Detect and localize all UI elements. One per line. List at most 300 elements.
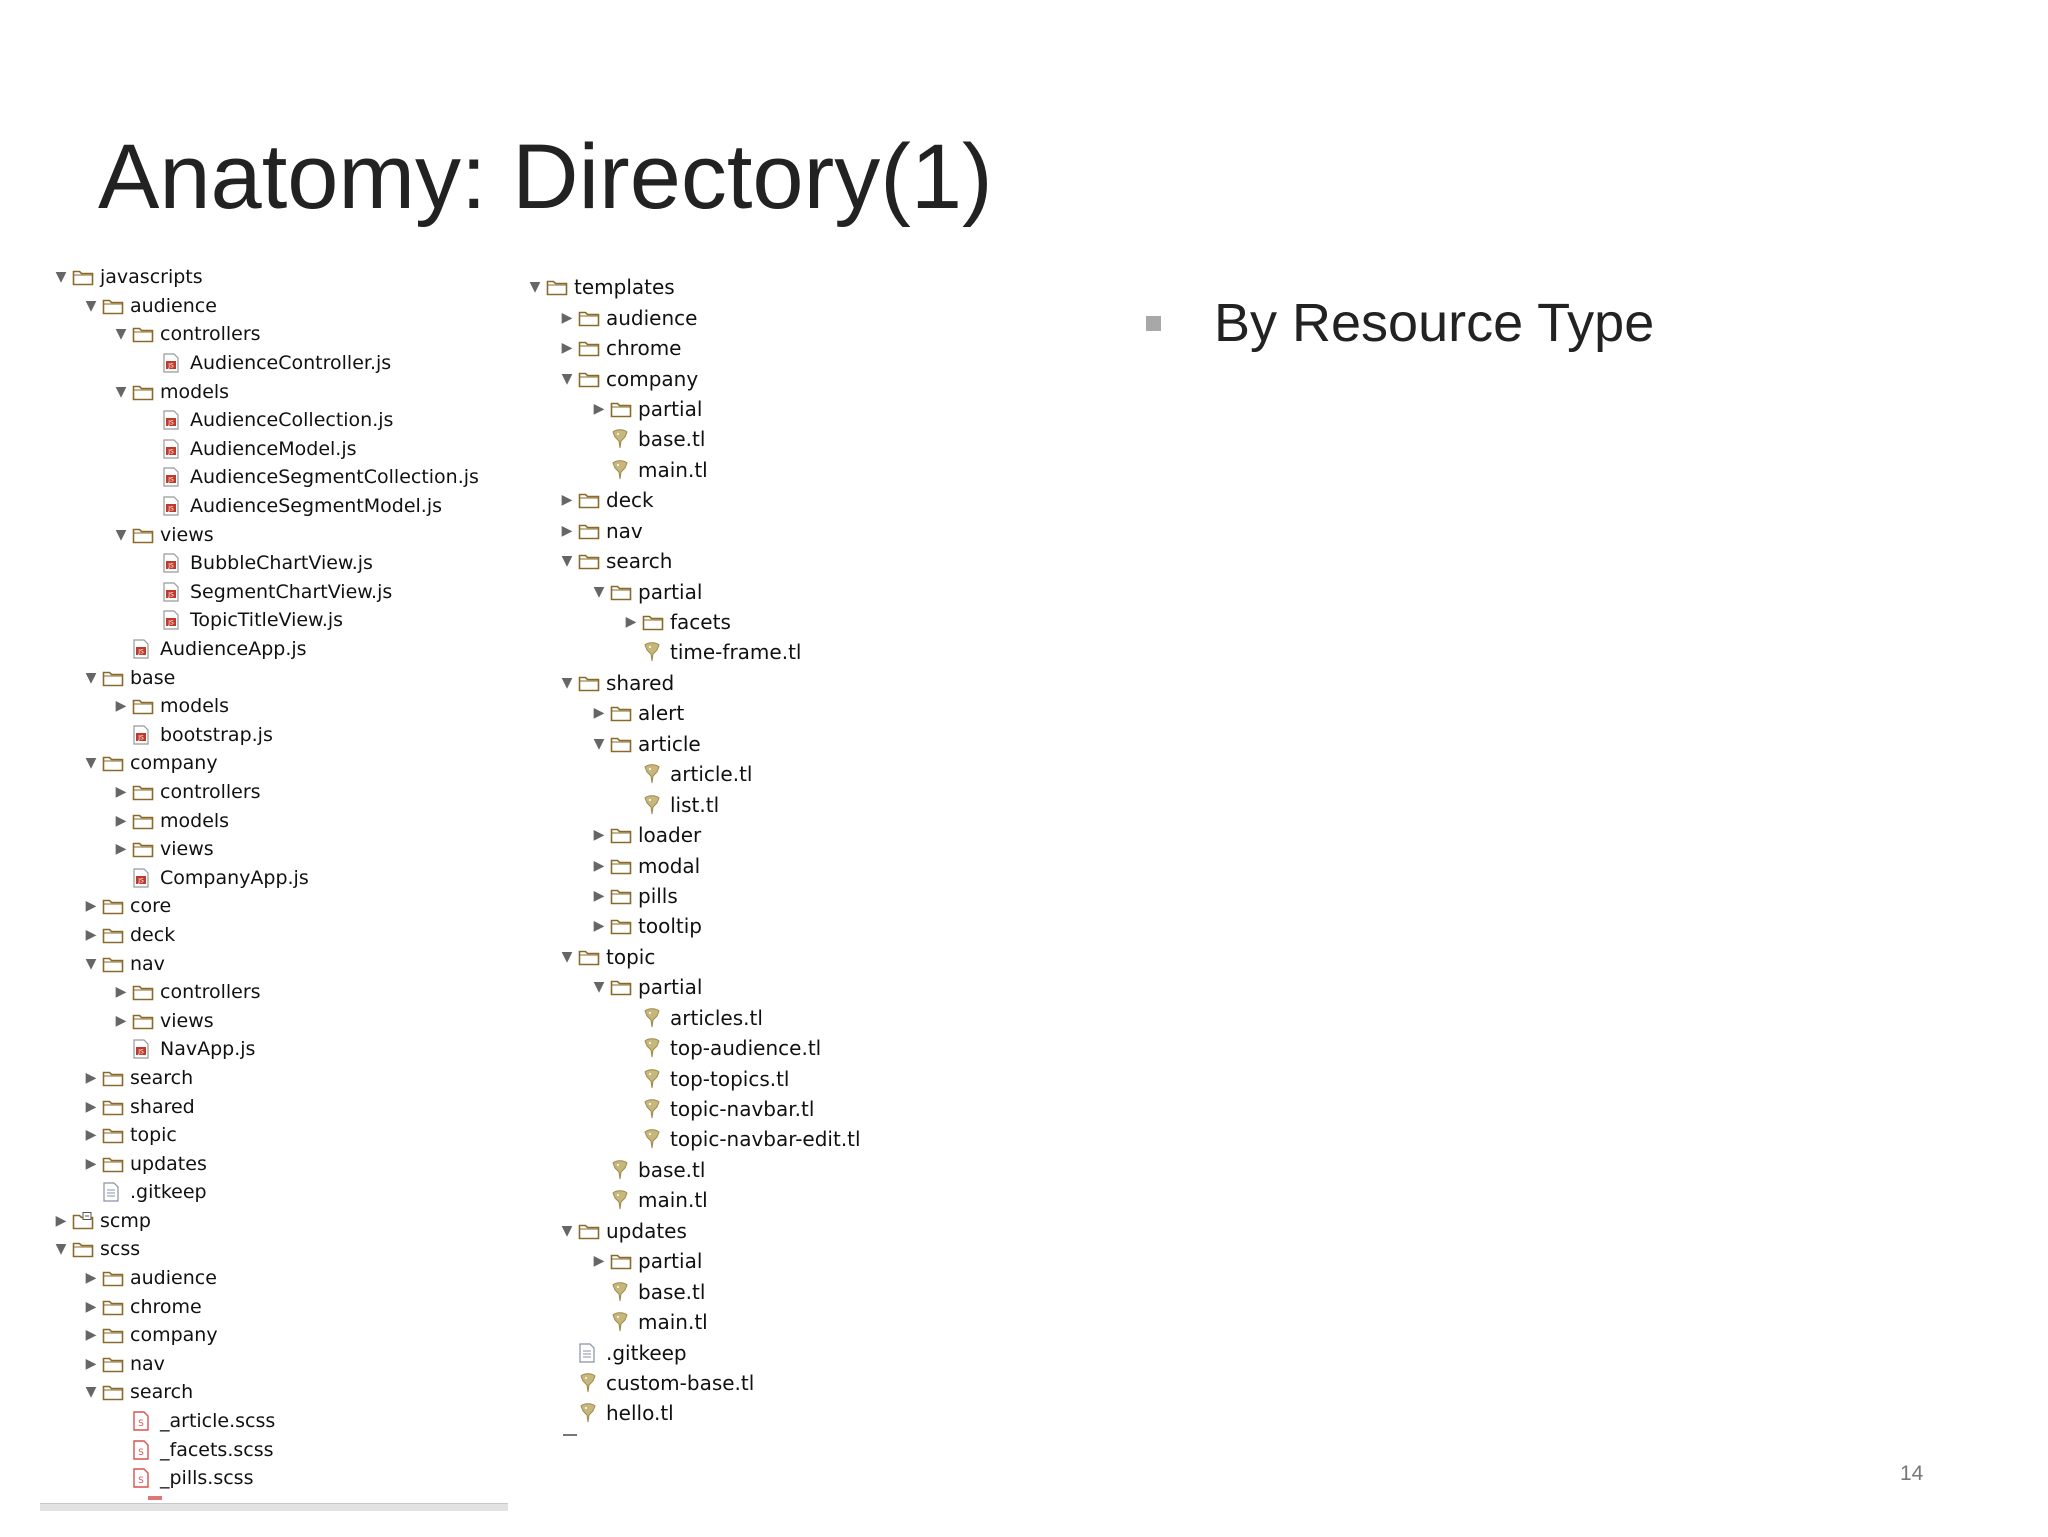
tree-item-label: _facets.scss xyxy=(160,1438,274,1461)
tree-file-item[interactable] xyxy=(50,721,479,750)
folder-icon xyxy=(132,840,158,858)
folder-icon xyxy=(102,926,128,944)
tree-item-label: partial xyxy=(638,975,703,1000)
tree-file-item[interactable] xyxy=(524,1155,861,1185)
tree-folder-item[interactable] xyxy=(50,1264,479,1293)
tree-folder-item[interactable] xyxy=(524,1216,861,1246)
folder-icon xyxy=(610,1252,636,1270)
chevron-right-icon[interactable]: ▶ xyxy=(115,984,127,1001)
folder-icon xyxy=(102,1155,128,1173)
tree-item-label: AudienceCollection.js xyxy=(190,409,394,432)
tree-item-label: views xyxy=(160,1009,214,1032)
chevron-down-icon[interactable]: ▼ xyxy=(55,269,67,286)
tree-folder-item[interactable] xyxy=(524,516,861,546)
chevron-down-icon[interactable]: ▼ xyxy=(55,1241,67,1258)
chevron-down-icon[interactable]: ▼ xyxy=(85,297,97,314)
folder-icon xyxy=(102,1326,128,1344)
folder-icon xyxy=(610,917,636,935)
folder-icon xyxy=(102,1069,128,1087)
svg-text:JS: JS xyxy=(138,734,144,742)
tree-folder-item[interactable] xyxy=(50,1378,479,1407)
folder-icon xyxy=(132,1012,158,1030)
folder-icon xyxy=(102,1355,128,1373)
tree-item-label: nav xyxy=(130,952,165,975)
js-file-icon xyxy=(162,582,188,602)
bullet-text: By Resource Type xyxy=(1214,293,1655,353)
folder-icon xyxy=(72,268,98,286)
tree-folder-item[interactable] xyxy=(50,778,479,807)
tree-item-label: audience xyxy=(130,294,217,317)
tree-item-label: templates xyxy=(574,275,675,300)
folder-icon xyxy=(578,1222,604,1240)
tree-folder-item[interactable] xyxy=(50,978,479,1007)
chevron-right-icon[interactable]: ▶ xyxy=(593,918,605,935)
folder-icon xyxy=(642,613,668,631)
folder-icon xyxy=(132,526,158,544)
folder-icon xyxy=(132,783,158,801)
chevron-right-icon[interactable]: ▶ xyxy=(85,898,97,915)
folder-icon xyxy=(72,1240,98,1258)
tree-item-label: _pills.scss xyxy=(160,1467,254,1490)
svg-text:S: S xyxy=(138,1447,144,1458)
file-tree-right xyxy=(524,272,861,1429)
tree-folder-item[interactable] xyxy=(524,272,861,302)
chevron-right-icon[interactable]: ▶ xyxy=(625,614,637,631)
tree-folder-item[interactable] xyxy=(50,1321,479,1350)
tree-file-item[interactable] xyxy=(524,1337,861,1367)
tree-item-label: chrome xyxy=(130,1295,202,1318)
js-file-icon xyxy=(162,496,188,516)
chevron-down-icon[interactable]: ▼ xyxy=(529,279,541,296)
tree-item-label: core xyxy=(130,895,172,918)
chevron-right-icon[interactable]: ▶ xyxy=(561,309,573,326)
tree-folder-item[interactable] xyxy=(50,1350,479,1379)
chevron-down-icon[interactable]: ▼ xyxy=(561,674,573,691)
chevron-down-icon[interactable]: ▼ xyxy=(593,735,605,752)
tree-item-label: topic-navbar.tl xyxy=(670,1097,815,1122)
tree-item-label: controllers xyxy=(160,981,261,1004)
tree-item-label: loader xyxy=(638,823,702,848)
tl-template-file-icon xyxy=(610,1312,636,1332)
tree-item-label: base.tl xyxy=(638,1279,706,1304)
tree-file-item[interactable] xyxy=(524,1124,861,1154)
svg-text:JS: JS xyxy=(138,877,144,885)
tree-item-label: shared xyxy=(130,1095,195,1118)
tree-folder-item[interactable] xyxy=(50,921,479,950)
tree-item-label: partial xyxy=(638,396,703,421)
page-number: 14 xyxy=(1900,1462,1924,1485)
chevron-right-icon[interactable]: ▶ xyxy=(85,1327,97,1344)
tree-folder-item[interactable] xyxy=(524,302,861,332)
tl-template-file-icon xyxy=(642,1099,668,1119)
tree-file-item[interactable] xyxy=(50,578,479,607)
tree-item-label: AudienceModel.js xyxy=(190,437,357,460)
tl-template-file-icon xyxy=(610,460,636,480)
tree-item-label: company xyxy=(130,752,218,775)
tree-file-item[interactable] xyxy=(50,463,479,492)
chevron-right-icon[interactable]: ▶ xyxy=(593,857,605,874)
tree-file-item[interactable] xyxy=(50,1178,479,1207)
scss-file-icon xyxy=(132,1468,158,1488)
chevron-right-icon[interactable]: ▶ xyxy=(85,1098,97,1115)
tree-item-label: topic xyxy=(130,1124,177,1147)
tree-folder-item[interactable] xyxy=(524,363,861,393)
folder-icon xyxy=(132,812,158,830)
tl-template-file-icon xyxy=(610,1160,636,1180)
tree-item-label: CompanyApp.js xyxy=(160,866,309,889)
tree-item-label: TopicTitleView.js xyxy=(190,609,344,632)
tree-item-label: SegmentChartView.js xyxy=(190,580,393,603)
chevron-right-icon[interactable]: ▶ xyxy=(593,400,605,417)
tl-template-file-icon xyxy=(642,1129,668,1149)
folder-icon xyxy=(610,826,636,844)
slide-title: Anatomy: Directory(1) xyxy=(98,126,993,228)
tree-item-label: time-frame.tl xyxy=(670,640,802,665)
tree-item-label: deck xyxy=(606,488,654,513)
chevron-down-icon[interactable]: ▼ xyxy=(115,383,127,400)
tl-template-file-icon xyxy=(578,1403,604,1423)
tree-item-label: AudienceSegmentModel.js xyxy=(190,495,443,518)
js-file-icon xyxy=(162,439,188,459)
tree-folder-item[interactable] xyxy=(50,892,479,921)
tree-item-label: views xyxy=(160,838,214,861)
folder-icon xyxy=(102,297,128,315)
tree-folder-item[interactable] xyxy=(524,607,861,637)
tree-file-item[interactable] xyxy=(524,1185,861,1215)
tree-folder-item[interactable] xyxy=(524,698,861,728)
chevron-right-icon[interactable]: ▶ xyxy=(85,1155,97,1172)
chevron-right-icon[interactable]: ▶ xyxy=(85,926,97,943)
folder-icon xyxy=(102,1383,128,1401)
folder-icon xyxy=(578,552,604,570)
tree-item-label: search xyxy=(130,1066,194,1089)
chevron-right-icon[interactable]: ▶ xyxy=(115,841,127,858)
tree-item-label: modal xyxy=(638,853,701,878)
svg-text:S: S xyxy=(138,1476,144,1487)
folder-icon xyxy=(578,491,604,509)
folder-icon xyxy=(578,370,604,388)
tree-item-label: controllers xyxy=(160,780,261,803)
chevron-right-icon[interactable]: ▶ xyxy=(593,827,605,844)
tree-item-label: main.tl xyxy=(638,1188,708,1213)
tree-file-item[interactable] xyxy=(50,1435,479,1464)
tree-file-item[interactable] xyxy=(524,637,861,667)
tree-item-label: articles.tl xyxy=(670,1005,763,1030)
file-tree-left xyxy=(50,263,479,1493)
tree-folder-item[interactable] xyxy=(524,394,861,424)
chevron-right-icon[interactable]: ▶ xyxy=(85,1069,97,1086)
folder-icon xyxy=(610,887,636,905)
scss-file-icon xyxy=(148,1496,162,1500)
tree-folder-item[interactable] xyxy=(50,806,479,835)
chevron-down-icon[interactable]: ▼ xyxy=(115,526,127,543)
chevron-down-icon[interactable]: ▼ xyxy=(593,979,605,996)
text-file-icon xyxy=(578,1343,604,1363)
tree-item-label: bootstrap.js xyxy=(160,723,273,746)
tree-item-label: updates xyxy=(130,1152,207,1175)
tree-folder-item[interactable] xyxy=(50,1235,479,1264)
chevron-right-icon[interactable]: ▶ xyxy=(85,1270,97,1287)
folder-icon xyxy=(610,400,636,418)
tl-template-file-icon xyxy=(610,1190,636,1210)
chevron-down-icon[interactable]: ▼ xyxy=(85,1384,97,1401)
tree-item-label: article xyxy=(638,731,701,756)
folder-icon xyxy=(610,704,636,722)
js-file-icon xyxy=(132,639,158,659)
tl-template-file-icon xyxy=(610,429,636,449)
chevron-down-icon[interactable]: ▼ xyxy=(561,1222,573,1239)
tree-item-label: article.tl xyxy=(670,762,753,787)
js-file-icon xyxy=(162,353,188,373)
tree-folder-item[interactable] xyxy=(524,668,861,698)
bullet-square-icon xyxy=(1146,316,1161,331)
tree-item-label: controllers xyxy=(160,323,261,346)
chevron-right-icon[interactable]: ▶ xyxy=(85,1298,97,1315)
tree-folder-item[interactable] xyxy=(50,1121,479,1150)
tree-item-label: top-topics.tl xyxy=(670,1066,790,1091)
tree-folder-item[interactable] xyxy=(524,485,861,515)
tree-file-item[interactable] xyxy=(50,1464,479,1493)
chevron-right-icon[interactable]: ▶ xyxy=(55,1212,67,1229)
tree-folder-item[interactable] xyxy=(50,663,479,692)
chevron-right-icon[interactable]: ▶ xyxy=(561,340,573,357)
folder-icon xyxy=(132,325,158,343)
tree-item-label: AudienceController.js xyxy=(190,352,392,375)
tree-file-item[interactable] xyxy=(50,492,479,521)
tree-folder-item[interactable] xyxy=(524,850,861,880)
chevron-right-icon[interactable]: ▶ xyxy=(85,1355,97,1372)
folder-icon xyxy=(132,383,158,401)
tl-template-file-icon xyxy=(642,795,668,815)
tree-item-label: .gitkeep xyxy=(130,1181,207,1204)
tree-file-item[interactable] xyxy=(50,549,479,578)
tree-item-label: alert xyxy=(638,701,685,726)
tree-folder-item[interactable] xyxy=(524,820,861,850)
tl-template-file-icon xyxy=(642,764,668,784)
tree-item-label: models xyxy=(160,380,230,403)
chevron-down-icon[interactable]: ▼ xyxy=(561,370,573,387)
folder-icon xyxy=(102,897,128,915)
folder-icon xyxy=(610,978,636,996)
tree-folder-item[interactable] xyxy=(50,1207,479,1236)
scss-file-icon xyxy=(132,1440,158,1460)
tree-file-item[interactable] xyxy=(50,635,479,664)
tree-folder-item[interactable] xyxy=(524,576,861,606)
tree-item-label: company xyxy=(606,366,699,391)
tree-item-label: top-audience.tl xyxy=(670,1036,822,1061)
tl-template-file-icon xyxy=(642,1069,668,1089)
tree-item-label: views xyxy=(160,523,214,546)
tree-item-label: search xyxy=(606,549,673,574)
tl-template-file-icon xyxy=(578,1373,604,1393)
tree-file-item[interactable] xyxy=(50,606,479,635)
tree-item-label: base.tl xyxy=(638,1157,706,1182)
tree-item-label: AudienceApp.js xyxy=(160,638,307,661)
tree-folder-item[interactable] xyxy=(50,749,479,778)
tree-item-label: _article.scss xyxy=(160,1410,276,1433)
chevron-right-icon[interactable]: ▶ xyxy=(561,522,573,539)
svg-text:JS: JS xyxy=(168,505,174,513)
tree-item-label: facets xyxy=(670,610,731,635)
tree-item-label: updates xyxy=(606,1218,687,1243)
chevron-down-icon[interactable]: ▼ xyxy=(561,553,573,570)
folder-icon xyxy=(102,1126,128,1144)
tree-folder-item[interactable] xyxy=(524,729,861,759)
chevron-down-icon[interactable]: ▼ xyxy=(561,948,573,965)
tree-file-item[interactable] xyxy=(524,1276,861,1306)
svg-text:JS: JS xyxy=(168,448,174,456)
tree-item-label: topic xyxy=(606,944,656,969)
tree-item-label: main.tl xyxy=(638,1310,708,1335)
js-file-icon xyxy=(162,467,188,487)
svg-text:S: S xyxy=(138,1419,144,1430)
chevron-down-icon[interactable]: ▼ xyxy=(85,669,97,686)
tree-file-item[interactable] xyxy=(50,1035,479,1064)
chevron-right-icon[interactable]: ▶ xyxy=(593,1253,605,1270)
folder-icon xyxy=(578,309,604,327)
folder-icon xyxy=(578,339,604,357)
tree-item-label: hello.tl xyxy=(606,1401,674,1426)
folder-icon xyxy=(610,583,636,601)
tree-file-item[interactable] xyxy=(50,435,479,464)
tree-file-item[interactable] xyxy=(524,1063,861,1093)
tree-folder-item[interactable] xyxy=(524,911,861,941)
tree-folder-item[interactable] xyxy=(50,1006,479,1035)
chevron-right-icon[interactable]: ▶ xyxy=(593,887,605,904)
folder-icon xyxy=(102,1098,128,1116)
folder-linked-icon xyxy=(72,1212,98,1230)
tree-file-item[interactable] xyxy=(524,1003,861,1033)
tree-file-item[interactable] xyxy=(50,406,479,435)
tree-folder-item[interactable] xyxy=(50,263,479,292)
text-file-icon xyxy=(102,1182,128,1202)
scss-file-icon xyxy=(132,1411,158,1431)
chevron-right-icon[interactable]: ▶ xyxy=(115,783,127,800)
tree-item-label: javascripts xyxy=(100,266,203,289)
chevron-down-icon[interactable]: ▼ xyxy=(115,326,127,343)
tl-template-file-icon xyxy=(642,642,668,662)
horizontal-scrollbar[interactable] xyxy=(40,1503,508,1511)
tree-folder-item[interactable] xyxy=(524,333,861,363)
tree-folder-item[interactable] xyxy=(524,881,861,911)
tree-item-label: .gitkeep xyxy=(606,1340,687,1365)
tree-item-label: audience xyxy=(606,305,698,330)
tree-item-label: tooltip xyxy=(638,914,702,939)
svg-text:JS: JS xyxy=(138,1048,144,1056)
tree-file-item[interactable] xyxy=(524,1398,861,1428)
chevron-right-icon[interactable]: ▶ xyxy=(115,812,127,829)
tree-folder-item[interactable] xyxy=(524,972,861,1002)
tree-item-label: nav xyxy=(130,1352,165,1375)
svg-text:JS: JS xyxy=(168,476,174,484)
tree-item-label: pills xyxy=(638,883,678,908)
tree-item-label: audience xyxy=(130,1267,217,1290)
folder-icon xyxy=(102,1269,128,1287)
tree-file-item[interactable] xyxy=(524,789,861,819)
tree-file-item[interactable] xyxy=(524,1094,861,1124)
tree-item-label: search xyxy=(130,1381,194,1404)
tree-file-item[interactable] xyxy=(524,759,861,789)
tree-item-label: scmp xyxy=(100,1209,151,1232)
tree-file-item[interactable] xyxy=(524,455,861,485)
tree-folder-item[interactable] xyxy=(50,692,479,721)
tree-item-label: scss xyxy=(100,1238,141,1261)
chevron-right-icon[interactable]: ▶ xyxy=(593,705,605,722)
svg-text:JS: JS xyxy=(168,562,174,570)
chevron-down-icon[interactable]: ▼ xyxy=(593,583,605,600)
tree-item-label: BubbleChartView.js xyxy=(190,552,373,575)
tree-folder-item[interactable] xyxy=(50,835,479,864)
folder-icon xyxy=(578,522,604,540)
tl-template-file-icon xyxy=(610,1282,636,1302)
js-file-icon xyxy=(132,725,158,745)
chevron-down-icon[interactable]: ▼ xyxy=(85,755,97,772)
js-file-icon xyxy=(162,553,188,573)
tl-template-file-icon xyxy=(642,1038,668,1058)
tree-folder-item[interactable] xyxy=(50,377,479,406)
chevron-right-icon[interactable]: ▶ xyxy=(115,1012,127,1029)
tree-folder-item[interactable] xyxy=(50,1292,479,1321)
tree-item-label: base xyxy=(130,666,176,689)
tree-item-label: list.tl xyxy=(670,792,720,817)
tree-item-label: shared xyxy=(606,670,675,695)
tree-folder-item[interactable] xyxy=(50,1064,479,1093)
tree-folder-item[interactable] xyxy=(524,942,861,972)
tree-item-label: topic-navbar-edit.tl xyxy=(670,1127,861,1152)
tree-folder-item[interactable] xyxy=(50,1092,479,1121)
folder-icon xyxy=(610,735,636,753)
tree-file-item[interactable] xyxy=(524,424,861,454)
tree-file-item[interactable] xyxy=(50,349,479,378)
tree-item-label: nav xyxy=(606,518,643,543)
tree-folder-item[interactable] xyxy=(50,520,479,549)
tree-folder-item[interactable] xyxy=(524,546,861,576)
tree-file-item[interactable] xyxy=(524,1307,861,1337)
tree-file-item[interactable] xyxy=(524,1033,861,1063)
tree-folder-item[interactable] xyxy=(524,1246,861,1276)
tree-item-label: partial xyxy=(638,579,703,604)
tree-item-label: deck xyxy=(130,923,176,946)
tree-item-label: NavApp.js xyxy=(160,1038,256,1061)
folder-icon xyxy=(102,1298,128,1316)
tree-folder-item[interactable] xyxy=(50,292,479,321)
tree-file-item[interactable] xyxy=(50,1407,479,1436)
tree-folder-item[interactable] xyxy=(50,1149,479,1178)
folder-icon xyxy=(610,857,636,875)
tree-item-label: custom-base.tl xyxy=(606,1370,755,1395)
tree-file-item[interactable] xyxy=(50,863,479,892)
chevron-right-icon[interactable]: ▶ xyxy=(85,1127,97,1144)
tree-file-item[interactable] xyxy=(524,1368,861,1398)
tree-item-label: base.tl xyxy=(638,427,706,452)
tree-folder-item[interactable] xyxy=(50,949,479,978)
tree-folder-item[interactable] xyxy=(50,320,479,349)
svg-text:JS: JS xyxy=(168,362,174,370)
folder-icon xyxy=(578,948,604,966)
chevron-right-icon[interactable]: ▶ xyxy=(561,492,573,509)
svg-text:JS: JS xyxy=(138,648,144,656)
tree-item-label: AudienceSegmentCollection.js xyxy=(190,466,479,489)
tree-item-label: models xyxy=(160,695,230,718)
tree-item-label: company xyxy=(130,1324,218,1347)
js-file-icon xyxy=(132,1039,158,1059)
chevron-down-icon[interactable]: ▼ xyxy=(85,955,97,972)
folder-icon xyxy=(578,674,604,692)
js-file-icon xyxy=(162,410,188,430)
svg-text:JS: JS xyxy=(168,591,174,599)
chevron-right-icon[interactable]: ▶ xyxy=(115,698,127,715)
folder-icon xyxy=(102,754,128,772)
